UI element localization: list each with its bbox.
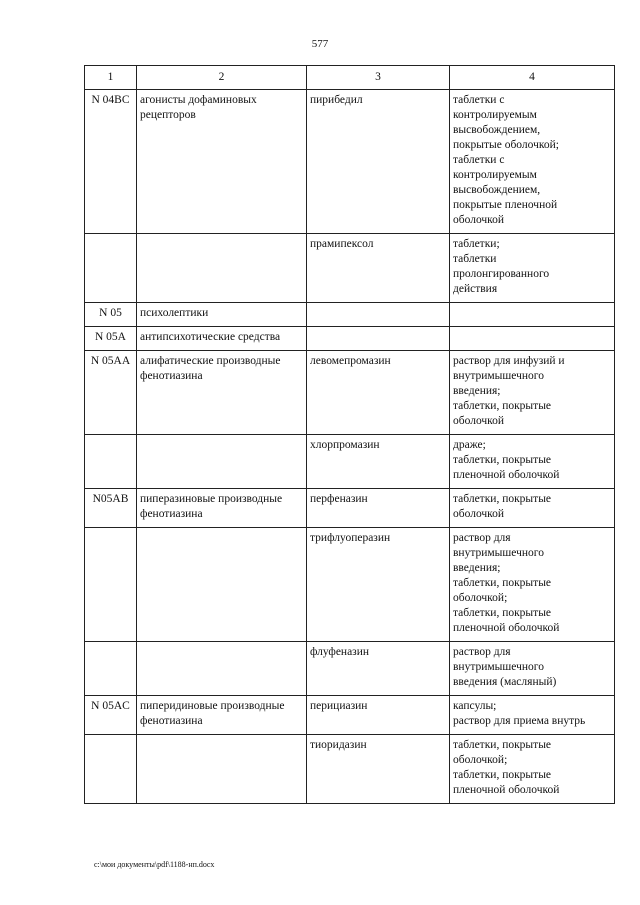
atc-code-cell: N 05AA — [85, 351, 137, 435]
group-name-cell — [137, 642, 307, 696]
header-cell: 2 — [137, 66, 307, 90]
table-row — [85, 90, 615, 234]
atc-code-cell — [85, 528, 137, 642]
atc-code-cell — [85, 735, 137, 804]
dosage-forms-cell — [450, 351, 615, 435]
dosage-form-line: таблетки — [453, 253, 497, 265]
dosage-form-line: введения; — [453, 562, 501, 574]
group-name-cell — [137, 435, 307, 489]
dosage-form-line: пролонгированного — [453, 268, 550, 280]
atc-code-cell: N 04BC — [85, 90, 137, 234]
dosage-form-line: таблетки, покрытые — [453, 577, 552, 589]
drug-name-cell: перфеназин — [307, 489, 450, 528]
table-row — [85, 303, 615, 327]
dosage-forms-cell — [450, 489, 615, 528]
group-name-cell — [137, 735, 307, 804]
dosage-form-line: оболочкой; — [453, 592, 508, 604]
drug-name-cell: тиоридазин — [307, 735, 450, 804]
atc-code-cell: N 05A — [85, 327, 137, 351]
dosage-forms-cell — [450, 642, 615, 696]
group-name-cell — [137, 234, 307, 303]
dosage-forms-cell — [450, 303, 615, 327]
dosage-form-line: капсулы; — [453, 700, 497, 712]
dosage-form-line: раствор для инфузий и — [453, 355, 565, 367]
dosage-form-line: таблетки, покрытые — [453, 454, 552, 466]
dosage-form-line: таблетки с — [453, 94, 505, 106]
table-row — [85, 435, 615, 489]
dosage-form-line: покрытые оболочкой; — [453, 139, 559, 151]
atc-code-cell — [85, 435, 137, 489]
drug-name-cell: левомепромазин — [307, 351, 450, 435]
dosage-form-line: таблетки, покрытые — [453, 769, 552, 781]
group-name-cell: пиперазиновые производные фенотиазина — [137, 489, 307, 528]
group-name-cell: психолептики — [137, 303, 307, 327]
group-name-cell: агонисты дофаминовых рецепторов — [137, 90, 307, 234]
drug-name-cell: хлорпромазин — [307, 435, 450, 489]
group-name-cell: пиперидиновые производные фенотиазина — [137, 696, 307, 735]
dosage-form-line: таблетки с — [453, 154, 505, 166]
dosage-form-line: таблетки; — [453, 238, 500, 250]
dosage-form-line: раствор для приема внутрь — [453, 715, 586, 727]
header-row — [85, 66, 615, 90]
dosage-form-line: оболочкой — [453, 508, 505, 520]
dosage-forms-cell — [450, 234, 615, 303]
dosage-form-line: пленочной оболочкой — [453, 469, 560, 481]
table-row — [85, 735, 615, 804]
dosage-form-line: пленочной оболочкой — [453, 784, 560, 796]
dosage-form-line: внутримышечного — [453, 661, 544, 673]
dosage-form-line: внутримышечного — [453, 370, 544, 382]
dosage-forms-cell — [450, 696, 615, 735]
drug-name-cell: прамипексол — [307, 234, 450, 303]
dosage-form-line: контролируемым — [453, 169, 537, 181]
table-row — [85, 489, 615, 528]
page-number: 577 — [311, 38, 329, 50]
dosage-form-line: пленочной оболочкой — [453, 622, 560, 634]
dosage-form-line: внутримышечного — [453, 547, 544, 559]
dosage-form-line: действия — [453, 283, 498, 295]
dosage-form-line: контролируемым — [453, 109, 537, 121]
group-name-cell: алифатические производные фенотиазина — [137, 351, 307, 435]
group-name-cell: антипсихотические средства — [137, 327, 307, 351]
dosage-forms-cell — [450, 90, 615, 234]
dosage-form-line: оболочкой; — [453, 754, 508, 766]
drug-name-cell — [307, 303, 450, 327]
dosage-form-line: покрытые пленочной — [453, 199, 558, 211]
header-cell: 4 — [450, 66, 615, 90]
dosage-form-line: раствор для — [453, 532, 511, 544]
dosage-form-line: таблетки, покрытые — [453, 493, 552, 505]
dosage-form-line: таблетки, покрытые — [453, 607, 552, 619]
dosage-form-line: таблетки, покрытые — [453, 400, 552, 412]
group-name-cell — [137, 528, 307, 642]
table-row — [85, 528, 615, 642]
drug-name-cell: пирибедил — [307, 90, 450, 234]
table-row — [85, 642, 615, 696]
dosage-form-line: высвобождением, — [453, 124, 541, 136]
dosage-forms-cell — [450, 735, 615, 804]
dosage-form-line: таблетки, покрытые — [453, 739, 552, 751]
dosage-form-line: оболочкой — [453, 415, 505, 427]
dosage-form-line: драже; — [453, 439, 486, 451]
drug-name-cell: трифлуоперазин — [307, 528, 450, 642]
header-cell: 3 — [307, 66, 450, 90]
table-body — [85, 90, 615, 804]
dosage-form-line: введения (масляный) — [453, 676, 557, 688]
dosage-form-line: раствор для — [453, 646, 511, 658]
drug-name-cell: перициазин — [307, 696, 450, 735]
atc-code-cell: N 05 — [85, 303, 137, 327]
dosage-form-line: оболочкой — [453, 214, 505, 226]
atc-code-cell: N05AB — [85, 489, 137, 528]
drug-name-cell — [307, 327, 450, 351]
atc-code-cell — [85, 642, 137, 696]
dosage-form-line: введения; — [453, 385, 501, 397]
table-row — [85, 351, 615, 435]
dosage-form-line: высвобождением, — [453, 184, 541, 196]
table-row — [85, 696, 615, 735]
dosage-forms-cell — [450, 435, 615, 489]
drug-name-cell: флуфеназин — [307, 642, 450, 696]
header-cell: 1 — [85, 66, 137, 90]
dosage-forms-cell — [450, 528, 615, 642]
atc-code-cell — [85, 234, 137, 303]
table-row — [85, 327, 615, 351]
table-row — [85, 234, 615, 303]
dosage-forms-cell — [450, 327, 615, 351]
drug-table — [84, 65, 615, 804]
file-path-footer: c:\мои документы\pdf\1188-нп.docx — [94, 860, 215, 869]
atc-code-cell: N 05AC — [85, 696, 137, 735]
